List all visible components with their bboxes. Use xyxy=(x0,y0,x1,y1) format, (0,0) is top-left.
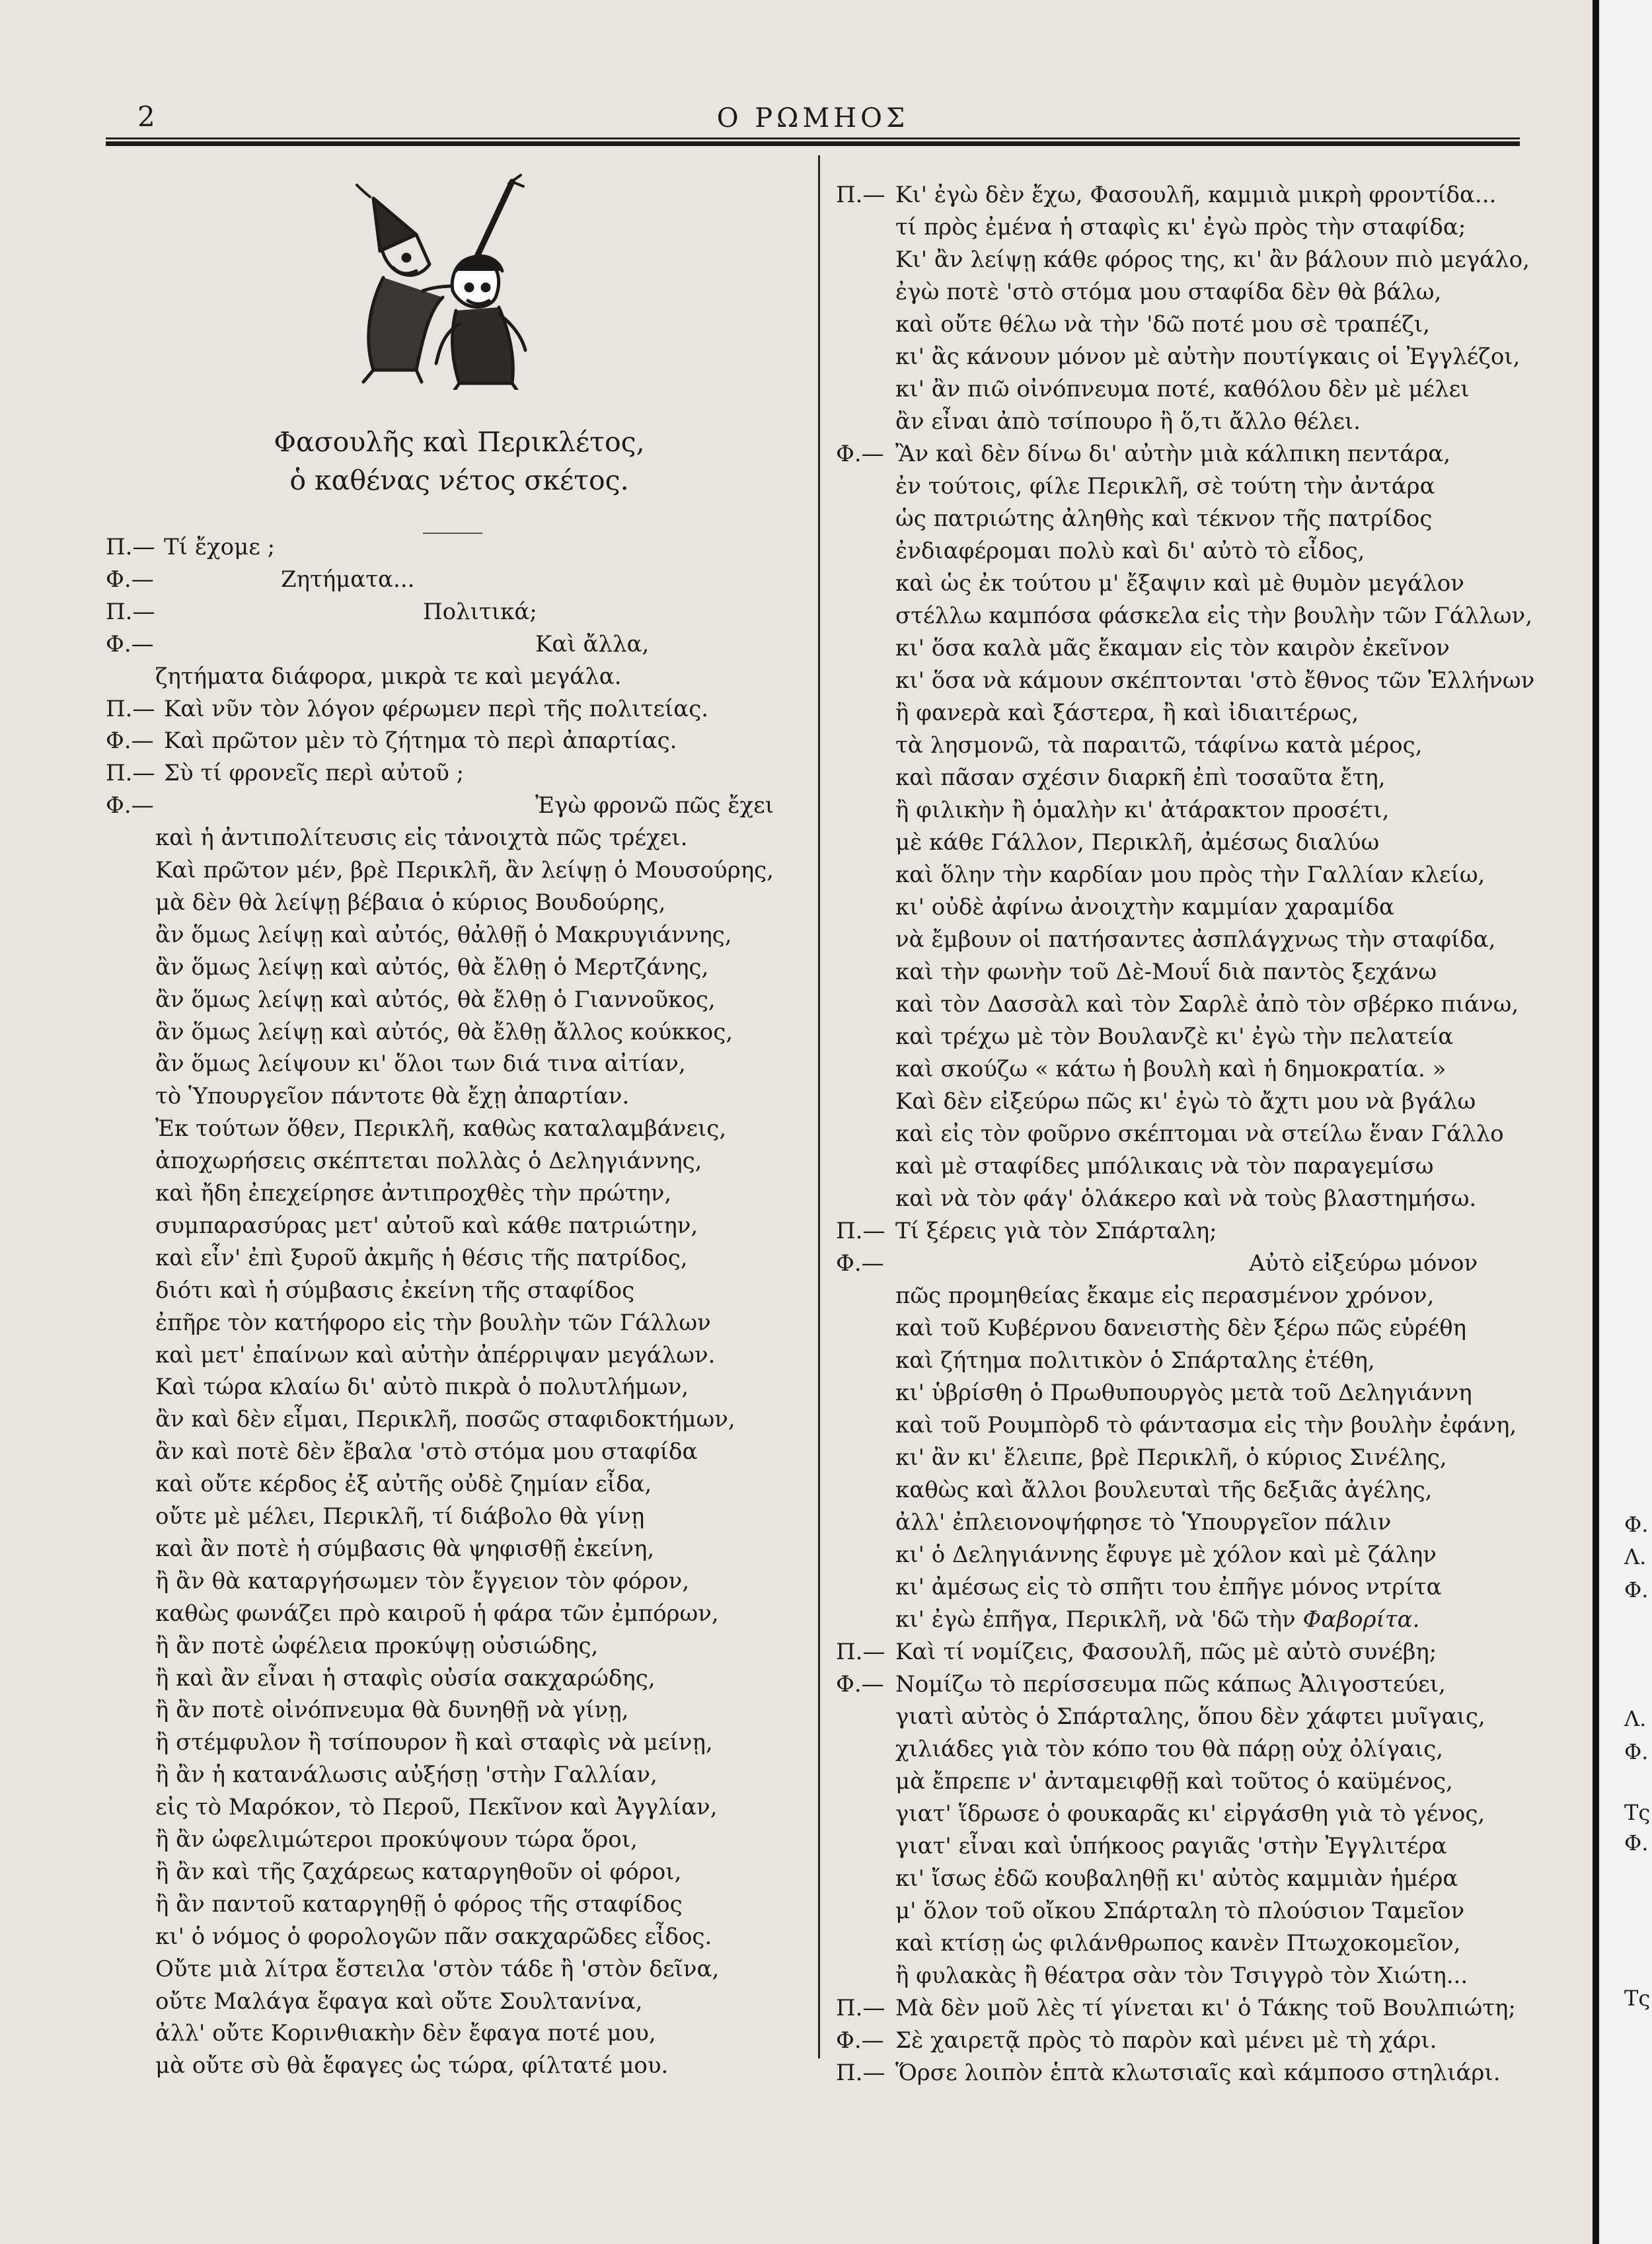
verse-line xyxy=(895,1283,1434,1309)
verse-line xyxy=(895,635,1450,661)
verse-line xyxy=(895,279,1441,305)
verse-text: ὡς πατριώτης ἀληθὴς καὶ τέκνον τῆς πατρίδος xyxy=(895,505,1433,532)
verse-text: εἰς τὸ Μαρόκον, τὸ Περοῦ, Πεκῖνον καὶ Ἀγγλίαν, xyxy=(155,1794,718,1821)
verse-line xyxy=(164,760,464,786)
verse-line xyxy=(155,1633,598,1659)
column-divider xyxy=(818,155,820,2058)
verse-line xyxy=(155,1988,643,2015)
verse-line xyxy=(895,1574,1442,1600)
verse-line xyxy=(155,889,665,916)
verse-line xyxy=(155,1051,686,1077)
margin-fragment: Φ. xyxy=(1624,1830,1649,1855)
speaker-label: Π.— xyxy=(106,760,155,787)
verse-line xyxy=(155,857,774,883)
verse-line xyxy=(155,1794,718,1820)
speaker-label: Φ.— xyxy=(836,1250,884,1277)
verse-line xyxy=(895,797,1389,823)
verse-line xyxy=(895,1801,1485,1827)
verse-text: Ἂν καὶ δὲν δίνω δι' αὐτὴν μιὰ κάλπικη πεντάρα, xyxy=(895,441,1451,467)
verse-text: ἂν ὅμως λείψῃ καὶ αὐτός, θὰ ἔλθῃ ὁ Γιαννοῦκος, xyxy=(155,986,716,1013)
verse-text: τὰ λησμονῶ, τὰ παραιτῶ, τάφίνω κατὰ μέρος, xyxy=(895,732,1423,759)
verse-text: ἀλλ' ἐπλειονοψήφησε τὸ Ὑπουργεῖον πάλιν xyxy=(895,1509,1392,1536)
verse-line xyxy=(895,1703,1485,1730)
verse-text: καὶ ἂν ποτὲ ἡ σύμβασις θὰ ψηφισθῇ ἐκείνη, xyxy=(155,1535,655,1562)
verse-line xyxy=(155,1568,689,1594)
page-number: 2 xyxy=(137,100,155,133)
speaker-label: Φ.— xyxy=(106,792,154,819)
verse-line xyxy=(895,667,1534,694)
verse-text: καὶ σκούζω « κάτω ἡ βουλὴ καὶ ἡ δημοκρατία. » xyxy=(895,1056,1446,1082)
verse-text: ἢ φυλακὰς ἢ θέατρα σὰν τὸν Τσιγγρὸ τὸν Χιώτη... xyxy=(895,1963,1468,1989)
verse-line xyxy=(895,311,1430,338)
verse-line xyxy=(895,1542,1437,1568)
verse-line xyxy=(895,182,1496,208)
verse-line xyxy=(423,599,537,625)
verse-text: μὰ ἔπρεπε ν' ἀνταμειφθῇ καὶ τοῦτος ὁ καϋμένος, xyxy=(895,1768,1453,1795)
verse-line xyxy=(895,1315,1466,1341)
verse-line xyxy=(895,1380,1472,1406)
verse-line xyxy=(895,1639,1437,1665)
verse-line xyxy=(895,1768,1453,1795)
verse-text: στέλλω καμπόσα φάσκελα εἰς τὴν βουλὴν τῶν Γάλλων, xyxy=(895,603,1533,629)
verse-text: καθὼς καὶ ἄλλοι βουλευταὶ τῆς δεξιᾶς ἀγέλης, xyxy=(895,1477,1433,1503)
verse-text: ἂν καὶ ποτὲ δὲν ἔβαλα 'στὸ στόμα μου σταφίδα xyxy=(155,1439,698,1466)
verse-text: Καὶ πρῶτον μέν, βρὲ Περικλῆ, ἂν λείψῃ ὁ Μουσούρης, xyxy=(155,857,774,883)
verse-line xyxy=(895,1865,1458,1892)
verse-text: τί πρὸς ἐμένα ἡ σταφὶς κι' ἐγὼ πρὸς τὴν σταφίδα; xyxy=(895,214,1466,241)
verse-line xyxy=(895,246,1530,273)
verse-text: καὶ μὲ σταφίδες μπόλικαις νὰ τὸν παραγεμίσω xyxy=(895,1153,1434,1179)
verse-text: Καὶ νῦν τὸν λόγον φέρωμεν περὶ τῆς πολιτείας. xyxy=(164,695,709,722)
verse-line xyxy=(895,1671,1446,1698)
verse-line xyxy=(895,1444,1447,1471)
verse-text: καὶ εἶν' ἐπὶ ξυροῦ ἀκμῆς ἡ θέσις τῆς πατρίδος, xyxy=(155,1244,688,1271)
verse-text: κι' ὁ Δεληγιάννης ἔφυγε μὲ χόλον καὶ μὲ ζάλην xyxy=(895,1542,1437,1568)
verse-line xyxy=(155,1762,657,1788)
verse-line xyxy=(535,792,774,819)
verse-text: ἢ φανερὰ καὶ ξάστερα, ἢ καὶ ἰδιαιτέρως, xyxy=(895,700,1359,726)
verse-text: ἂν ὅμως λείψῃ καὶ αὐτός, θἀλθῇ ὁ Μακρυγιάννης, xyxy=(155,921,732,948)
verse-line xyxy=(895,1024,1453,1050)
verse-text: καὶ ἤδη ἐπεχείρησε ἀντιπροχθὲς τὴν πρώτην, xyxy=(155,1180,672,1207)
poem-title-line: Φασουλῆς καὶ Περικλέτος, xyxy=(274,426,645,458)
verse-line xyxy=(895,1898,1464,1924)
verse-text: γιατὶ αὐτὸς ὁ Σπάρταλης, ὅπου δὲν χάφτει μυῖγαις, xyxy=(895,1703,1485,1730)
verse-line xyxy=(895,505,1432,532)
verse-text: ἂν ὅμως λείψῃ καὶ αὐτός, θὰ ἔλθῃ ἄλλος κούκκος, xyxy=(155,1018,733,1045)
verse-line xyxy=(895,732,1423,759)
margin-fragment: Φ. xyxy=(1624,1739,1649,1764)
verse-line xyxy=(155,954,708,981)
verse-line xyxy=(155,1342,715,1368)
verse-text: ἀλλ' οὔτε Κορινθιακὴν δὲν ἔφαγα ποτέ μου, xyxy=(155,2020,656,2047)
verse-line xyxy=(895,1833,1447,1859)
verse-text: Ἐγὼ φρονῶ πῶς ἔχει xyxy=(535,792,774,819)
verse-text: καὶ ἡ ἀντιπολίτευσις εἰς τἀνοιχτὰ πῶς τρέχει. xyxy=(155,825,688,852)
verse-line xyxy=(155,1083,629,1109)
margin-fragment: Φ. xyxy=(1624,1512,1649,1537)
verse-line xyxy=(895,1509,1391,1536)
verse-text: κι' ὅσα καλὰ μᾶς ἔκαμαν εἰς τὸν καιρὸν ἐκεῖνον xyxy=(895,635,1450,661)
verse-text: καὶ ζήτημα πολιτικὸν ὁ Σπάρταλης ἐτέθη, xyxy=(895,1347,1375,1374)
verse-line xyxy=(155,1374,689,1400)
verse-text: καὶ ὅλην τὴν καρδίαν μου πρὸς τὴν Γαλλίαν κλείω, xyxy=(895,862,1485,888)
verse-line xyxy=(895,408,1361,435)
margin-fragment: Τς xyxy=(1624,1986,1651,2011)
speaker-label: Π.— xyxy=(106,695,155,722)
verse-text: καὶ τοῦ Κυβέρνου δανειστὴς δὲν ξέρω πῶς εὑρέθη xyxy=(895,1315,1467,1341)
verse-text: ζητήματα διάφορα, μικρὰ τε καὶ μεγάλα. xyxy=(155,663,622,690)
verse-line xyxy=(155,1729,713,1756)
verse-line xyxy=(895,1056,1446,1082)
verse-line xyxy=(155,2020,656,2046)
verse-text: ἢ φιλικὴν ἢ ὁμαλὴν κι' ἀτάρακτον προσέτι, xyxy=(895,797,1390,823)
verse-text: ἀποχωρήσεις σκέπτεται πολλὰς ὁ Δεληγιάννης, xyxy=(155,1148,702,1175)
verse-line xyxy=(895,959,1437,985)
verse-text: καὶ ὡς ἐκ τούτου μ' ἔξαψιν καὶ μὲ θυμὸν μεγάλον xyxy=(895,570,1464,597)
verse-text: Σὺ τί φρονεῖς περὶ αὐτοῦ ; xyxy=(164,760,465,787)
margin-fragment: Λ. xyxy=(1624,1706,1647,1731)
verse-text: καὶ εἰς τὸν φοῦρνο σκέπτομαι νὰ στείλω ἕναν Γάλλο xyxy=(895,1121,1504,1147)
verse-line xyxy=(895,1930,1460,1957)
verse-line xyxy=(895,1412,1517,1439)
verse-text: καὶ οὔτε θέλω νὰ τὴν 'δῶ ποτέ μου σὲ τραπέζι, xyxy=(895,311,1430,338)
puppet-figures-illustration xyxy=(344,172,542,390)
verse-text: Κι' ἐγὼ δὲν ἔχω, Φασουλῆ, καμμιὰ μικρὴ φροντίδα... xyxy=(895,182,1497,208)
verse-text: ἢ ἂν καὶ τῆς ζαχάρεως καταργηθοῦν οἱ φόροι, xyxy=(155,1858,682,1885)
verse-text: Μὰ δὲν μοῦ λὲς τί γίνεται κι' ὁ Τάκης τοῦ Βουλπιώτη; xyxy=(895,1995,1516,2021)
verse-line xyxy=(155,1600,719,1627)
verse-line xyxy=(155,1213,698,1239)
speaker-label: Φ.— xyxy=(836,441,884,467)
verse-line xyxy=(155,663,622,690)
verse-line xyxy=(155,1148,702,1174)
verse-line xyxy=(155,1406,735,1433)
verse-line xyxy=(155,922,732,948)
verse-line xyxy=(155,1019,733,1045)
margin-fragment: Τς xyxy=(1624,1800,1651,1825)
verse-line xyxy=(164,696,708,722)
verse-line xyxy=(155,825,687,851)
verse-line xyxy=(895,2060,1501,2086)
verse-line xyxy=(895,862,1485,888)
verse-line xyxy=(895,538,1365,564)
verse-text: μ' ὅλον τοῦ οἴκου Σπάρταλη τὸ πλούσιον Ταμεῖον xyxy=(895,1898,1465,1924)
verse-line xyxy=(895,991,1519,1018)
verse-line xyxy=(281,566,414,593)
verse-text: Καὶ τί νομίζεις, Φασουλῆ, πῶς μὲ αὐτὸ συνέβη; xyxy=(895,1639,1437,1665)
speaker-label: Φ.— xyxy=(106,566,154,593)
verse-line xyxy=(155,1665,656,1692)
verse-line xyxy=(164,728,677,754)
speaker-label: Π.— xyxy=(106,598,155,625)
verse-text: ἢ ἂν ὠφελιμώτεροι προκύψουν τώρα ὅροι, xyxy=(155,1826,638,1853)
speaker-label: Φ.— xyxy=(106,728,154,755)
verse-text: οὔτε Μαλάγα ἔφαγα καὶ οὔτε Σουλτανίνα, xyxy=(155,1988,643,2015)
verse-text: καὶ τοῦ Ρουμπὸρδ τὸ φάντασμα εἰς τὴν βουλὴν ἐφάνη, xyxy=(895,1412,1517,1439)
verse-line xyxy=(895,2027,1437,2054)
title-separator xyxy=(423,533,482,534)
speaker-label: Π.— xyxy=(836,1995,885,2021)
verse-line xyxy=(155,1180,671,1207)
verse-text: κι' ὑβρίσθη ὁ Πρωθυπουργὸς μετὰ τοῦ Δεληγιάννη xyxy=(895,1380,1472,1406)
verse-line xyxy=(895,1963,1468,1989)
verse-text: Καὶ ἄλλα, xyxy=(535,630,650,657)
verse-line xyxy=(895,1736,1443,1762)
verse-line xyxy=(1249,1250,1478,1277)
verse-text: διότι καὶ ἡ σύμβασις ἐκείνη τῆς σταφίδος xyxy=(155,1277,635,1304)
verse-text: ἢ καὶ ἂν εἶναι ἡ σταφὶς οὐσία σακχαρώδης, xyxy=(155,1664,656,1692)
verse-text: ἐγὼ ποτὲ 'στὸ στόμα μου σταφίδα δὲν θὰ βάλω, xyxy=(895,279,1442,305)
verse-text: οὔτε μὲ μέλει, Περικλῆ, τί διάβολο θὰ γίνῃ xyxy=(155,1503,645,1530)
verse-text: μὰ οὔτε σὺ θὰ ἔφαγες ὡς τώρα, φίλτατέ μου. xyxy=(155,2052,669,2079)
verse-text: ἂν εἶναι ἀπὸ τσίπουρο ἢ ὅ,τι ἄλλο θέλει. xyxy=(895,408,1361,435)
header-rule xyxy=(106,137,1520,139)
verse-line xyxy=(895,570,1464,597)
verse-text: κι' ἂν κι' ἔλειπε, βρὲ Περικλῆ, ὁ κύριος Σινέλης, xyxy=(895,1444,1447,1471)
verse-line xyxy=(895,700,1359,726)
verse-text: καὶ οὔτε κέρδος ἐξ αὐτῆς οὐδὲ ζημίαν εἶδα, xyxy=(155,1471,652,1498)
verse-text: Αὐτὸ εἰξεύρω μόνον xyxy=(1249,1250,1478,1277)
verse-text: ἢ ἂν ποτὲ ὠφέλεια προκύψῃ οὐσιώδης, xyxy=(155,1632,599,1659)
verse-text: Τί ἔχομε ; xyxy=(164,534,276,560)
verse-line xyxy=(155,987,716,1013)
verse-text: πῶς προμηθείας ἔκαμε εἰς περασμένον χρόνον, xyxy=(895,1283,1435,1309)
speaker-label: Π.— xyxy=(836,182,885,208)
verse-line xyxy=(155,1826,638,1853)
speaker-label: Π.— xyxy=(836,1639,885,1665)
verse-text: Νομίζω τὸ περίσσευμα πῶς κάπως Ἀλιγοστεύει, xyxy=(895,1671,1446,1698)
verse-text: κι' ἀμέσως εἰς τὸ σπῆτι του ἐπῆγε μόνος ντρίτα xyxy=(895,1574,1442,1600)
verse-text: γιατ' ἵδρωσε ὁ φουκαρᾶς κι' εἰργάσθη γιὰ τὸ γένος, xyxy=(895,1801,1485,1827)
verse-text: κι' ἂς κάνουν μόνον μὲ αὐτὴν πουτίγκαις οἱ Ἐγγλέζοι, xyxy=(895,344,1521,370)
verse-text: Καὶ πρῶτον μὲν τὸ ζήτημα τὸ περὶ ἀπαρτίας. xyxy=(164,728,677,755)
verse-line xyxy=(895,1995,1516,2021)
speaker-label: Φ.— xyxy=(106,630,154,657)
verse-text: ἂν ὅμως λείψουν κι' ὅλοι των διά τινα αἰτίαν, xyxy=(155,1051,686,1078)
verse-line xyxy=(155,1471,652,1497)
verse-text: ἢ ἂν παντοῦ καταργηθῇ ὁ φόρος τῆς σταφίδος xyxy=(155,1890,683,1918)
verse-text: ἐνδιαφέρομαι πολὺ καὶ δι' αὐτὸ τὸ εἶδος, xyxy=(895,538,1365,564)
verse-line xyxy=(895,376,1470,402)
verse-line xyxy=(895,765,1386,791)
verse-line xyxy=(895,1153,1433,1179)
verse-line xyxy=(155,1859,681,1885)
verse-text: ἂν ὅμως λείψῃ καὶ αὐτός, θὰ ἔλθῃ ὁ Μερτζάνης, xyxy=(155,954,709,981)
verse-line xyxy=(155,1503,644,1530)
verse-line xyxy=(895,214,1466,241)
verse-text: Καὶ τώρα κλαίω δι' αὐτὸ πικρὰ ὁ πολυτλήμων, xyxy=(155,1374,689,1401)
adjacent-page-strip xyxy=(1599,0,1652,2244)
verse-line xyxy=(895,1606,1419,1633)
verse-text: Ἐκ τούτων ὅθεν, Περικλῆ, καθὼς καταλαμβάνεις, xyxy=(155,1115,727,1142)
margin-fragment: Φ. xyxy=(1624,1577,1649,1602)
verse-line xyxy=(164,534,275,560)
verse-line xyxy=(895,1185,1476,1212)
verse-line xyxy=(155,1245,688,1271)
verse-text: χιλιάδες γιὰ τὸν κόπο του θὰ πάρῃ οὐχ ὀλίγαις, xyxy=(895,1736,1444,1762)
verse-text: καὶ τὴν φωνὴν τοῦ Δὲ-Μουΐ διὰ παντὸς ξεχάνω xyxy=(895,959,1437,985)
speaker-label: Π.— xyxy=(106,534,155,560)
verse-text: μὲ κάθε Γάλλον, Περικλῆ, ἀμέσως διαλύω xyxy=(895,829,1380,856)
verse-line xyxy=(535,631,649,657)
verse-text: κι' ἴσως ἐδῶ κουβαληθῇ κι' αὐτὸς καμμιὰν ἡμέρα xyxy=(895,1865,1458,1892)
verse-line xyxy=(155,1891,683,1918)
italic-title: Φαβορίτα. xyxy=(1302,1606,1420,1633)
verse-line xyxy=(155,2052,668,2079)
verse-text: καθὼς φωνάζει πρὸ καιροῦ ἡ φάρα τῶν ἐμπόρων, xyxy=(155,1600,719,1627)
verse-line xyxy=(155,1439,697,1465)
verse-text: κι' ὅσα νὰ κάμουν σκέπτονται 'στὸ ἔθνος τῶν Ἑλλήνων xyxy=(895,667,1535,694)
verse-text: συμπαρασύρας μετ' αὐτοῦ καὶ κάθε πατριώτην, xyxy=(155,1212,698,1239)
verse-line xyxy=(895,441,1450,467)
speaker-label: Π.— xyxy=(836,2060,885,2086)
speaker-label: Π.— xyxy=(836,1218,885,1244)
verse-text: Ζητήματα... xyxy=(281,566,415,593)
verse-text: κι' οὐδὲ ἀφίνω ἀνοιχτὴν καμμίαν χαραμίδα xyxy=(895,894,1394,920)
verse-line xyxy=(895,1347,1375,1374)
verse-text: Καὶ δὲν εἰξεύρω πῶς κι' ἐγὼ τὸ ἄχτι μου νὰ βγάλω xyxy=(895,1088,1476,1115)
verse-line xyxy=(155,1924,712,1950)
verse-text: καὶ μετ' ἐπαίνων καὶ αὐτὴν ἀπέρριψαν μεγάλων. xyxy=(155,1341,716,1368)
verse-text: ἢ ἂν ποτὲ οἰνόπνευμα θὰ δυνηθῇ νὰ γίνῃ, xyxy=(155,1697,629,1724)
running-title: Ο ΡΩΜΗΟΣ xyxy=(716,103,909,133)
poem-title xyxy=(106,423,813,500)
verse-line xyxy=(895,1218,1217,1244)
verse-text: κι' ὁ νόμος ὁ φορολογῶν πᾶν σακχαρῶδες εἶδος. xyxy=(155,1923,712,1950)
verse-text: ἢ στέμφυλον ἢ τσίπουρον ἢ καὶ σταφὶς νὰ μείνῃ, xyxy=(155,1729,713,1756)
verse-text: καὶ κτίσῃ ὡς φιλάνθρωπος κανὲν Πτωχοκομεῖον, xyxy=(895,1930,1461,1957)
verse-text: νὰ ἔμβουν οἱ πατήσαντες ἀσπλάγχνως τὴν σταφίδα, xyxy=(895,926,1496,953)
verse-text: κι' ἐγὼ ἐπῆγα, Περικλῆ, νὰ 'δῶ τὴν xyxy=(895,1606,1296,1633)
verse-line xyxy=(155,1277,634,1304)
verse-line xyxy=(895,344,1520,370)
margin-fragment: Λ. xyxy=(1624,1544,1647,1569)
poem-title-line: ὁ καθένας νέτος σκέτος. xyxy=(289,465,629,496)
verse-text: Σὲ χαιρετᾷ πρὸς τὸ παρὸν καὶ μένει μὲ τὴ χάρι. xyxy=(895,2027,1437,2054)
verse-text: Οὔτε μιὰ λίτρα ἔστειλα 'στὸν τάδε ἢ 'στὸν δεῖνα, xyxy=(155,1955,720,1982)
verse-line xyxy=(155,1536,654,1562)
verse-line xyxy=(155,1115,726,1142)
verse-text: καὶ νὰ τὸν φάγ' ὁλάκερο καὶ νὰ τοὺς βλαστημήσω. xyxy=(895,1185,1477,1212)
verse-text: καὶ τρέχω μὲ τὸν Βουλανζὲ κι' ἐγὼ τὴν πελατεία xyxy=(895,1024,1454,1050)
verse-line xyxy=(895,1121,1504,1147)
verse-text: καὶ πᾶσαν σχέσιν διαρκῆ ἐπὶ τοσαῦτα ἔτη, xyxy=(895,765,1386,791)
verse-line xyxy=(155,1956,719,1982)
verse-line xyxy=(895,473,1435,500)
verse-line xyxy=(155,1310,711,1336)
verse-text: γιατ' εἶναι καὶ ὑπήκοος ραγιᾶς 'στὴν Ἐγγλιτέρα xyxy=(895,1833,1447,1859)
verse-text: Τί ξέρεις γιὰ τὸν Σπάρταλη; xyxy=(895,1218,1217,1244)
verse-text: ἢ ἂν θὰ καταργήσωμεν τὸν ἔγγειον τὸν φόρον, xyxy=(155,1567,690,1594)
verse-text: τὸ Ὑπουργεῖον πάντοτε θὰ ἔχῃ ἀπαρτίαν. xyxy=(155,1083,630,1110)
speaker-label: Φ.— xyxy=(836,1671,884,1698)
verse-text: Πολιτικά; xyxy=(423,598,537,625)
verse-line xyxy=(895,926,1495,953)
header-rule-thick xyxy=(106,141,1520,146)
verse-text: κι' ἂν πιῶ οἰνόπνευμα ποτέ, καθόλου δὲν μὲ μέλει xyxy=(895,376,1470,402)
verse-text: ἢ ἂν ἡ κατανάλωσις αὐξήσῃ 'στὴν Γαλλίαν, xyxy=(155,1762,657,1789)
verse-text: μὰ δὲν θὰ λείψῃ βέβαια ὁ κύριος Βουδούρης, xyxy=(155,889,666,916)
verse-text: Ὅρσε λοιπὸν ἑπτὰ κλωτσιαῖς καὶ κάμποσο στηλιάρι. xyxy=(895,2060,1501,2086)
verse-line xyxy=(895,1477,1432,1503)
verse-line xyxy=(895,603,1532,629)
verse-line xyxy=(895,894,1394,920)
verse-text: καὶ τὸν Δασσὰλ καὶ τὸν Σαρλὲ ἀπὸ τὸν σβέρκο πιάνω, xyxy=(895,991,1519,1018)
verse-text: ἐν τούτοις, φίλε Περικλῆ, σὲ τούτη τὴν ἀντάρα xyxy=(895,473,1435,500)
verse-text: Κι' ἂν λείψῃ κάθε φόρος της, κι' ἂν βάλουν πιὸ μεγάλο, xyxy=(895,246,1530,273)
verse-text: ἐπῆρε τὸν κατήφορο εἰς τὴν βουλὴν τῶν Γάλλων xyxy=(155,1309,711,1336)
verse-text: ἂν καὶ δὲν εἶμαι, Περικλῆ, ποσῶς σταφιδοκτήμων, xyxy=(155,1406,735,1433)
speaker-label: Φ.— xyxy=(836,2027,884,2054)
verse-line xyxy=(895,1088,1476,1115)
verse-line xyxy=(895,829,1379,856)
verse-line xyxy=(155,1697,628,1723)
